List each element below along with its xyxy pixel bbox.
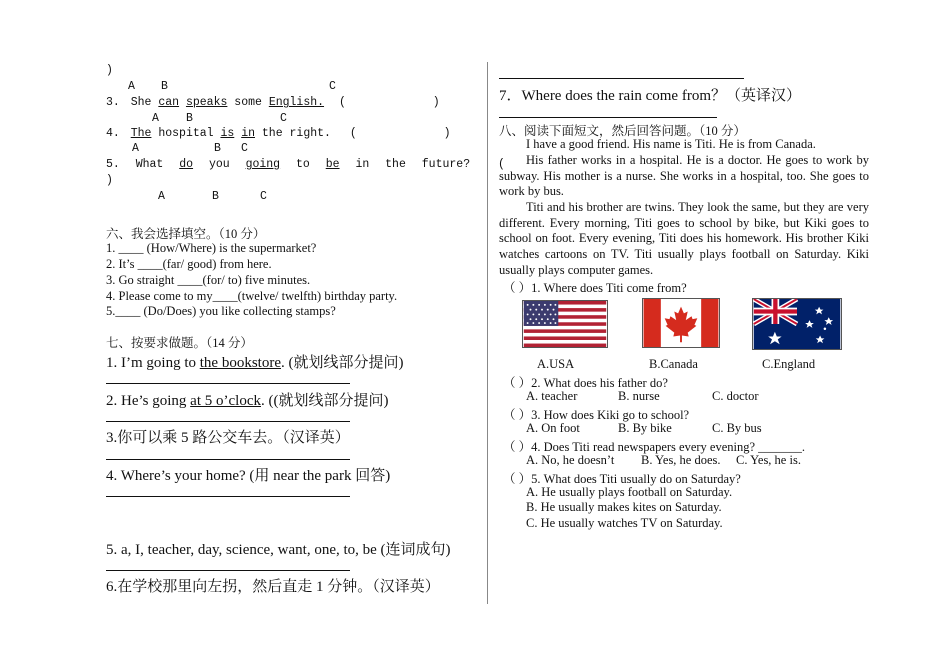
reading-q3-option-c: C. By bus — [712, 421, 762, 435]
q6-answer-line[interactable] — [499, 78, 744, 79]
section7-q6: 6.在学校那里向左拐，然后直走 1 分钟。（汉译英） — [106, 579, 440, 595]
column-divider — [487, 62, 488, 604]
section6-item-2: 2. It’s ____(far/ good) from here. — [106, 257, 272, 271]
section6-item-3: 3. Go straight ____(for/ to) five minutes. — [106, 273, 311, 287]
reading-q3-option-a: A. On foot — [526, 421, 580, 435]
reading-q2-option-b: B. nurse — [618, 389, 660, 403]
section7-q5: 5. a, I, teacher, day, science, want, one, to, be (连词成句) — [106, 542, 451, 558]
reading-q4-option-c: C. Yes, he is. — [736, 453, 801, 467]
q3-letter-a: A — [152, 112, 159, 125]
reading-q1: （ ）1. Where does Titi come from? — [503, 281, 687, 295]
reading-q2-option-a: A. teacher — [526, 389, 578, 403]
reading-q4-option-a: A. No, he doesn’t — [526, 453, 615, 467]
q2-letter-a: A — [128, 80, 135, 93]
q2-letter-b: B — [161, 80, 168, 93]
reading-q5-option-b: B. He usually makes kites on Saturday. — [526, 500, 722, 514]
q4-letter-c: C — [241, 142, 248, 155]
usa-flag-image — [522, 300, 608, 348]
section6-title: 六、我会选择填空。（10 分） — [106, 227, 266, 241]
reading-q5: （ ）5. What does Titi usually do on Saturday? — [503, 472, 741, 486]
section6-item-1: 1. ____ (How/Where) is the supermarket? — [106, 241, 317, 255]
section7-q2: 2. He’s going at 5 o’clock. ((就划线部分提问) — [106, 393, 389, 409]
passage-paragraph-3: Titi and his brother are twins. They look the same, but they are very different. Every morning, Titi goes to school by bike, but Kiki goes to school on foot. Every evening, Titi does his homework. His brother Kiki watches cartoons on TV. Titi usually plays football on Saturday. Kiki usually plays computer games. — [499, 200, 869, 277]
section7-q5-answer-line[interactable] — [106, 570, 350, 571]
section7-q4-answer-line[interactable] — [106, 496, 350, 497]
section7-q2-answer-line[interactable] — [106, 421, 350, 422]
reading-q5-option-c: C. He usually watches TV on Saturday. — [526, 516, 723, 530]
reading-q2: （ ）2. What does his father do? — [503, 376, 668, 390]
question-7: 7．Where does the rain come from？（英译汉） — [499, 88, 802, 104]
reading-q4: （ ）4. Does Titi read newspapers every evening? _______. — [503, 440, 806, 454]
reading-q3: （ ）3. How does Kiki go to school? — [503, 408, 690, 422]
section7-q3-answer-line[interactable] — [106, 459, 350, 460]
section8-title: 八、阅读下面短文，然后回答问题。（10 分） — [499, 124, 746, 138]
q7-answer-line[interactable] — [499, 117, 717, 118]
section6-item-5: 5.____ (Do/Does) you like collecting stamps? — [106, 304, 336, 318]
section7-title: 七、按要求做题。（14 分） — [106, 336, 253, 350]
passage-paragraph-1: I have a good friend. His name is Titi. He is from Canada. — [526, 137, 816, 151]
section6-item-4: 4. Please come to my____(twelve/ twelfth) birthday party. — [106, 289, 398, 303]
reading-q4-option-b: B. Yes, he does. — [641, 453, 721, 467]
q4-letter-a: A — [132, 142, 139, 155]
section7-q3: 3.你可以乘 5 路公交车去。（汉译英） — [106, 430, 350, 446]
q2-letter-c: C — [329, 80, 336, 93]
reading-q2-option-c: C. doctor — [712, 389, 759, 403]
grammar-q5: 5. What do you going to be in the future? ( — [106, 158, 505, 171]
section7-q1: 1. I’m going to the bookstore. (就划线部分提问) — [106, 355, 404, 371]
q5-letter-c: C — [260, 190, 267, 203]
canada-flag-image — [642, 298, 720, 348]
flag-label-c: C.England — [762, 357, 816, 371]
q5-letter-a: A — [158, 190, 165, 203]
flag-label-b: B.Canada — [649, 357, 698, 371]
third-flag-image — [752, 298, 842, 350]
grammar-q4: 4. The hospital is in the right. ( ) — [106, 127, 451, 140]
section7-q1-answer-line[interactable] — [106, 383, 350, 384]
reading-q3-option-b: B. By bike — [618, 421, 672, 435]
flag-label-a: A.USA — [537, 357, 575, 371]
q4-letter-b: B — [214, 142, 221, 155]
q3-letter-b: B — [186, 112, 193, 125]
q5-close-paren: ) — [106, 174, 113, 187]
q2-close-paren: ) — [106, 64, 113, 77]
passage-paragraph-2: His father works in a hospital. He is a doctor. He goes to work by subway. His mother is a nurse. She works in a hospital, too. She goes to work by bus. — [499, 153, 869, 199]
grammar-q3: 3. She can speaks some English. ( ) — [106, 96, 440, 109]
q3-letter-c: C — [280, 112, 287, 125]
q5-letter-b: B — [212, 190, 219, 203]
reading-q5-option-a: A. He usually plays football on Saturday. — [526, 485, 733, 499]
section7-q4: 4. Where’s your home? (用 near the park 回答) — [106, 468, 391, 484]
